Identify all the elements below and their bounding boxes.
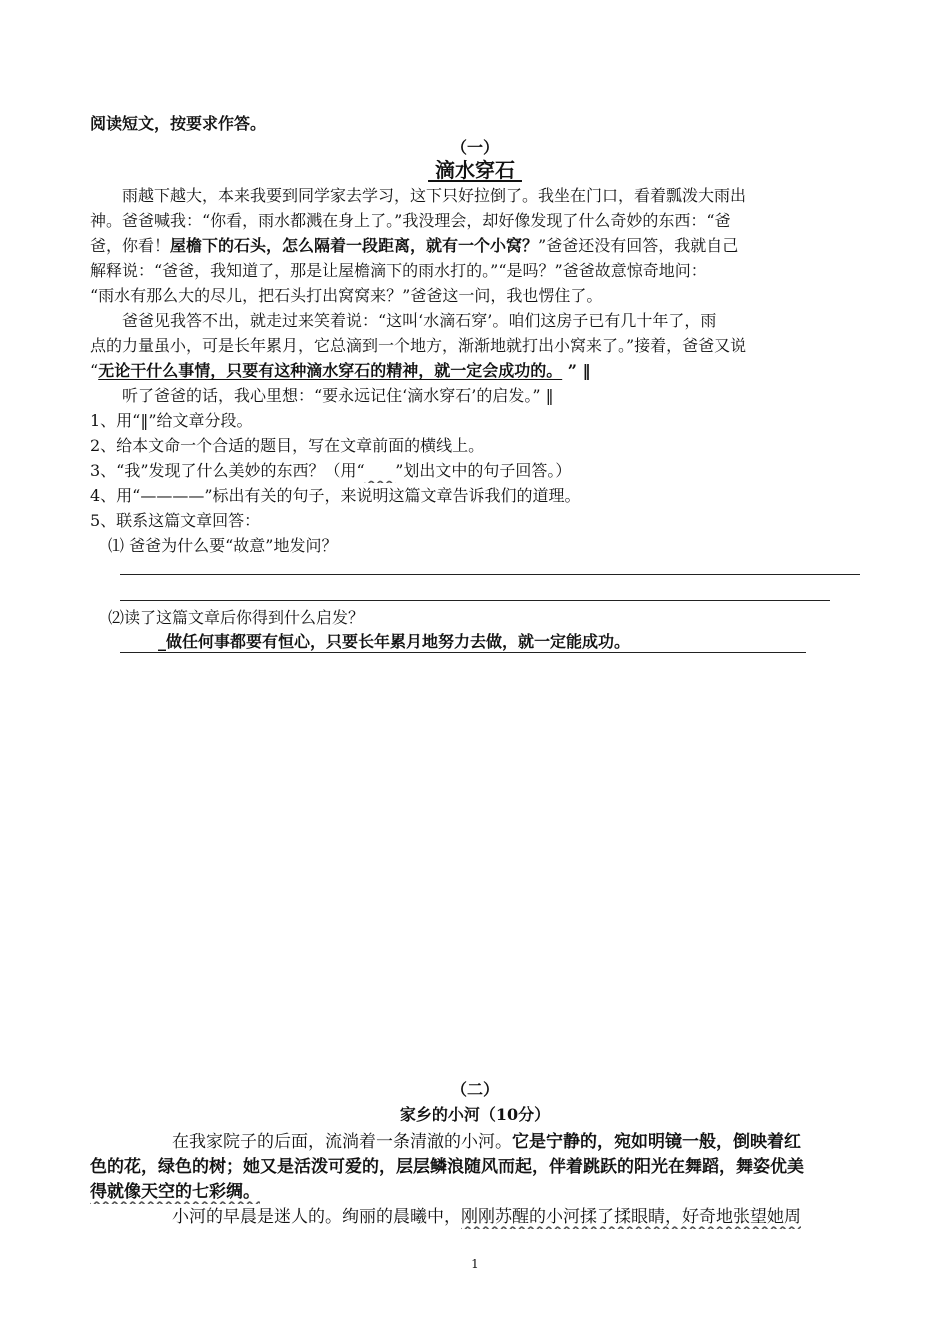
sub-question-2: ⑵读了这篇文章后你得到什么启发？ — [108, 608, 365, 627]
p1-line-2: 神。爸爸喊我：“你看，雨水都溅在身上了。”我没理会，却好像发现了什么奇妙的东西：“爸 — [90, 211, 731, 230]
p1-line-5: “雨水有那么大的尽儿，把石头打出窝窝来？”爸爸这一问，我也愣住了。 — [90, 286, 603, 305]
answer-line-1 — [120, 574, 860, 575]
p1-line-1: 雨越下越大，本来我要到同学家去学习，这下只好拉倒了。我坐在门口，看着瓢泼大雨出 — [122, 186, 747, 205]
passage-title: 滴水穿石 — [435, 158, 515, 182]
p1-line-3: 爸，你看！屋檐下的石头，怎么隔着一段距离，就有一个小窝？”爸爸还没有回答，我就自己 — [90, 236, 739, 255]
p1-line-4: 解释说：“爸爸，我知道了，那是让屋檐滴下的雨水打的。”“是吗？”爸爸故意惊奇地问： — [90, 261, 707, 280]
p2-highlight-wavy: 得就像天空的七彩绸。 — [90, 1182, 260, 1202]
question-5: 5、联系这篇文章回答： — [90, 511, 261, 530]
question-1: 1、用“‖”给文章分段。 — [90, 411, 253, 430]
question-4: 4、用“————”标出有关的句子，来说明这篇文章告诉我们的道理。 — [90, 486, 581, 505]
p1-line-9: 听了爸爸的话，我心里想：“要永远记住‘滴水穿石’的启发。” ‖ — [122, 386, 554, 405]
instruction: 阅读短文，按要求作答。 — [90, 114, 267, 133]
p2-line-4: 小河的早晨是迷人的。绚丽的晨曦中，刚刚苏醒的小河揉了揉眼睛，好奇地张望她周 — [172, 1207, 801, 1227]
p2-highlight-2: 刚刚苏醒的小河揉了揉眼睛，好奇地张望她周 — [461, 1207, 801, 1227]
title-underline — [428, 158, 522, 182]
sub-question-1: ⑴ 爸爸为什么要“故意”地发问？ — [108, 536, 338, 555]
part1-label: （一） — [450, 138, 499, 157]
answer-2: _做任何事都要有恒心，只要长年累月地努力去做，就一定能成功。 — [158, 632, 631, 651]
p1-line-7: 点的力量虽小，可是长年累月，它总滴到一个地方，渐渐地就打出小窝来了。”接着，爸爸又说 — [90, 336, 747, 355]
p1-line-8: “无论干什么事情，只要有这种滴水穿石的精神，就一定会成功的。 ” ‖ — [90, 361, 591, 380]
part2-score: 10 — [495, 1105, 519, 1124]
question-3: 3、“我”发现了什么美妙的东西？（用“ ”划出文中的句子回答。） — [90, 461, 572, 480]
p1-line-6: 爸爸见我答不出，就走过来笑着说：“这叫‘水滴石穿’。咱们这房子已有几十年了，雨 — [122, 311, 717, 330]
p2-line-2: 色的花，绿色的树；她又是活泼可爱的，层层鳞浪随风而起，伴着跳跃的阳光在舞蹈，舞姿优美 — [90, 1157, 804, 1177]
p2-highlight-1: 它是宁静的，宛如明镜一般，倒映着红 — [512, 1132, 801, 1152]
key-sentence-moral: 无论干什么事情，只要有这种滴水穿石的精神，就一定会成功的。 — [98, 361, 563, 380]
page-number: 1 — [471, 1257, 479, 1271]
key-sentence-discovery: 屋檐下的石头，怎么隔着一段距离，就有一个小窝？ — [170, 236, 539, 255]
p2-line-3 — [90, 1180, 860, 1204]
part2-label: （二） — [450, 1080, 499, 1099]
part2-title: 家乡的小河（10分） — [399, 1105, 551, 1124]
answer-line-2 — [120, 600, 830, 601]
wavy-mark — [365, 461, 396, 480]
part1-title — [0, 156, 950, 184]
question-2: 2、给本文命一个合适的题目，写在文章前面的横线上。 — [90, 436, 485, 455]
p2-line-1: 在我家院子的后面，流淌着一条清澈的小河。它是宁静的，宛如明镜一般，倒映着红 — [172, 1132, 801, 1152]
